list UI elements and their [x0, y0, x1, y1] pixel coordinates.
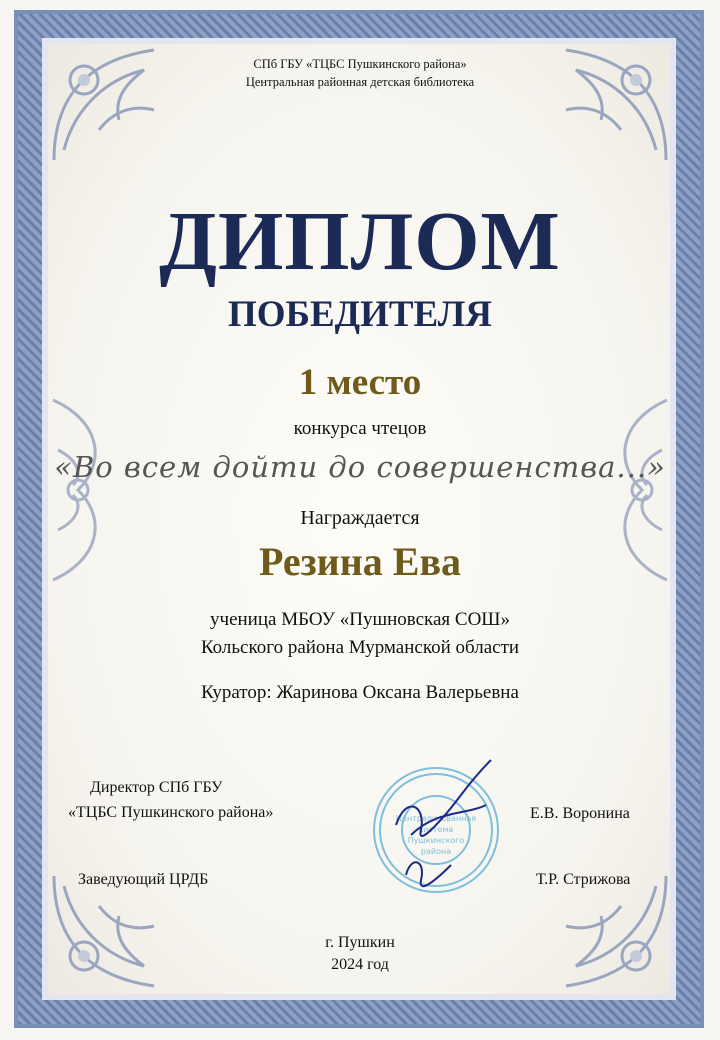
organization-name: СПб ГБУ «ТЦБС Пушкинского района» [253, 57, 467, 71]
awarded-label: Награждается [300, 507, 420, 529]
official-stamp-icon [366, 755, 516, 905]
school-line-2: Кольского района Мурманской области [200, 637, 520, 658]
head-title: Заведующий ЦРДБ [78, 871, 209, 888]
director-title-line-2: «ТЦБС Пушкинского района» [68, 804, 274, 821]
svg-text:Централизованная: Централизованная [395, 814, 477, 823]
year: 2024 год [331, 956, 389, 973]
svg-text:района: района [420, 847, 452, 856]
director-name: Е.В. Воронина [530, 805, 630, 822]
diploma-subtitle: ПОБЕДИТЕЛЯ [227, 294, 493, 335]
svg-text:Пушкинского: Пушкинского [407, 836, 465, 845]
contest-motto: «Во всем дойти до совершенства...» [54, 450, 666, 484]
school-line-1: ученица МБОУ «Пушновская СОШ» [210, 609, 510, 630]
city: г. Пушкин [325, 934, 395, 951]
recipient-name: Резина Ева [258, 539, 462, 584]
head-name: Т.Р. Стрижова [536, 871, 631, 888]
place-award: 1 место [298, 362, 422, 403]
svg-text:система: система [418, 825, 454, 834]
contest-name: конкурса чтецов [293, 418, 427, 439]
library-name: Центральная районная детская библиотека [245, 75, 475, 89]
curator: Куратор: Жаринова Оксана Валерьевна [201, 682, 519, 703]
diploma-title: ДИПЛОМ [159, 195, 561, 288]
director-title-line-1: Директор СПб ГБУ [90, 779, 223, 796]
